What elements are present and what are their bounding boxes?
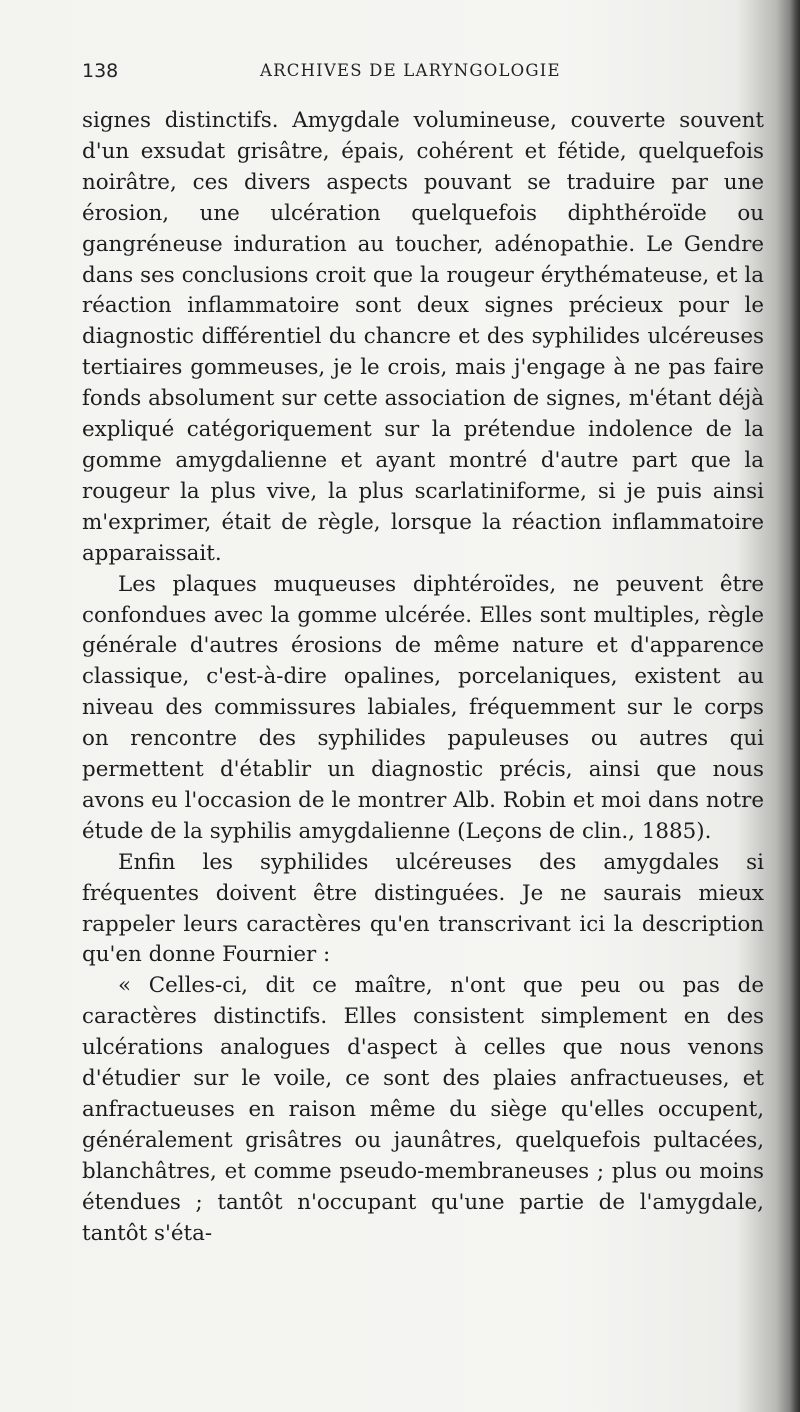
paragraph: Les plaques muqueuses diphtéroïdes, ne peuvent être confondues avec la gomme ulcérée. Elles sont multiples, règle générale d'autres érosions de même nature et d'apparence classique, c'est-à-dire opalines, porcelaniques, existent au niveau des commissures labiales, fréquemment sur le corps on rencontre des syphilides papuleuses ou autres qui permettent d'établir un diagnostic précis, ainsi que nous avons eu l'occasion de le montrer Alb. Robin et moi dans notre étude de la syphilis amygdalienne (Leçons de clin., 1885).: [82, 571, 764, 844]
paragraph: signes distinctifs. Amygdale volumineuse, couverte souvent d'un exsudat grisâtre, épais, cohérent et fétide, quelquefois noirâtre, ces divers aspects pouvant se traduire par une érosion, une ulcération quelquefois diphthéroïde ou gangréneuse induration au toucher, adénopathie. Le Gendre dans ses conclusions croit que la rougeur érythémateuse, et la réaction inflammatoire sont deux signes précieux pour le diagnostic différentiel du chancre et des syphilides ulcéreuses tertiaires gommeuses, je le crois, mais j'engage à ne pas faire fonds absolument sur cette association de signes, m'étant déjà expliqué catégoriquement sur la prétendue indolence de la gomme amygdalienne et ayant montré d'autre part que la rougeur la plus vive, la plus scarlatiniforme, si je puis ainsi m'exprimer, était de règle, lorsque la réaction inflammatoire apparaissait.: [82, 108, 764, 566]
running-title: ARCHIVES DE LARYNGOLOGIE: [260, 61, 561, 80]
page-number: 138: [82, 60, 119, 82]
paragraph: « Celles-ci, dit ce maître, n'ont que peu ou pas de caractères distinctifs. Elles consistent simplement en des ulcérations analogues d'aspect à celles que nous venons d'étudier sur le voile, ce sont des plaies anfractueuses, et anfractueuses en raison même du siège qu'elles occupent, généralement grisâtres ou jaunâtres, quelquefois pultacées, blanchâtres, et comme pseudo-membraneuses ; plus ou moins étendues ; tantôt n'occupant qu'une partie de l'amygdale, tantôt s'éta-: [82, 973, 764, 1246]
page-header: [82, 60, 682, 86]
paragraph: Enfin les syphilides ulcéreuses des amygdales si fréquentes doivent être distinguées. Je ne saurais mieux rappeler leurs caractères qu'en transcrivant ici la description qu'en donne Fournier :: [82, 849, 764, 968]
body-text: [82, 106, 764, 1250]
page-edge-shadow: [790, 0, 800, 1412]
